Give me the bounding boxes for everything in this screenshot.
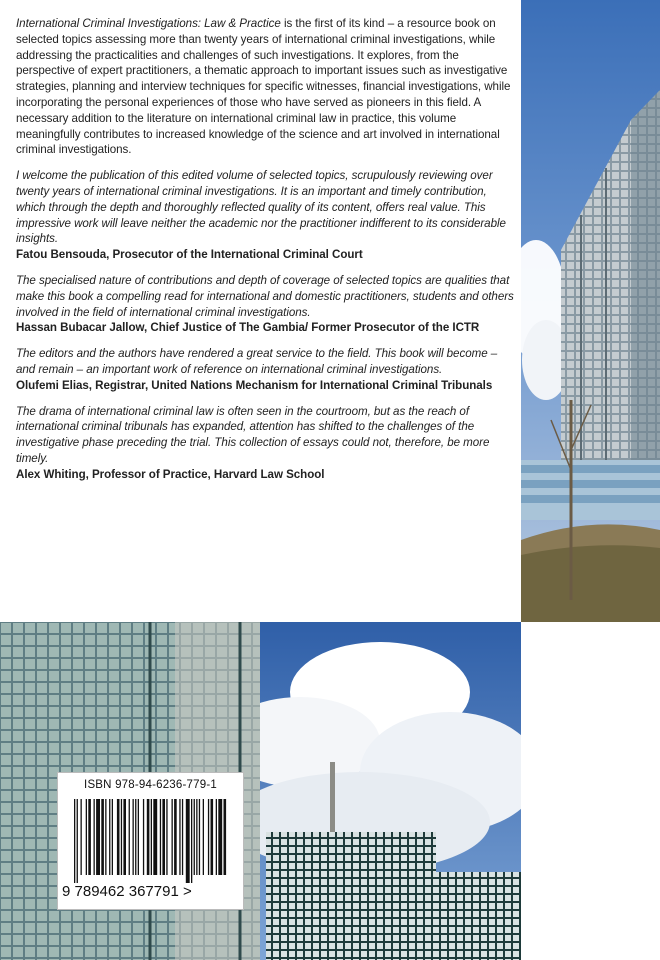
endorsement-3	[16, 346, 516, 393]
endorsement-quote: The specialised nature of contributions and depth of coverage of selected topics are qualities that make this book a compelling read for international and domestic practitioners, students and others involved in the field of international criminal investigations.	[16, 273, 514, 319]
building-photo-top	[521, 0, 660, 622]
endorsement-quote: The editors and the authors have rendered a great service to the field. This book will become – and remain – an important work of reference on international criminal investigations.	[16, 347, 498, 376]
text-block	[16, 16, 516, 493]
endorsement-attribution: Olufemi Elias, Registrar, United Nations Mechanism for International Criminal Tribunals	[16, 378, 493, 392]
endorsement-attribution: Fatou Bensouda, Prosecutor of the International Criminal Court	[16, 248, 363, 262]
endorsement-2	[16, 273, 516, 336]
barcode-digits: 9 789462 367791 >	[62, 883, 192, 900]
endorsement-4	[16, 404, 516, 483]
isbn-barcode	[57, 772, 244, 910]
blank-corner	[521, 622, 660, 960]
endorsement-quote: I welcome the publication of this edited volume of selected topics, scrupulously reviewing over twenty years of international criminal investigations. It is an important and timely contribution, which through the depth and thoroughly reflected quality of its content, offers real value. This impressive work will leave neither the academic nor the practitioner indifferent to its considerable insights.	[16, 169, 506, 246]
endorsement-1	[16, 168, 516, 263]
book-title: International Criminal Investigations: Law & Practice	[16, 17, 281, 30]
isbn-label: ISBN 978-94-6236-779-1	[84, 779, 217, 791]
intro-paragraph	[16, 16, 516, 158]
endorsement-attribution: Hassan Bubacar Jallow, Chief Justice of The Gambia/ Former Prosecutor of the ICTR	[16, 321, 480, 335]
intro-text: is the first of its kind – a resource book on selected topics assessing more than twenty years of international criminal investigations, while addressing the practicalities and challenges of such investigations. It explores, from the perspective of expert practitioners, a thematic approach to important issues such as investigative strategies, planning and interview techniques for specific witnesses, financial investigations, while incorporating the personal experiences of those who have served as pioneers in this field. A necessary addition to the literature on international criminal law in practice, this volume meaningfully contributes to increased knowledge of the science and art involved in international criminal investigations.	[16, 17, 511, 157]
endorsement-attribution: Alex Whiting, Professor of Practice, Harvard Law School	[16, 467, 325, 481]
barcode-bars	[70, 799, 232, 883]
endorsement-quote: The drama of international criminal law is often seen in the courtroom, but as the reach of international criminal tribunals has expanded, attention has shifted to the challenges of the investigative phase preceding the trial. This collection of essays could not, therefore, be more timely.	[16, 404, 490, 465]
